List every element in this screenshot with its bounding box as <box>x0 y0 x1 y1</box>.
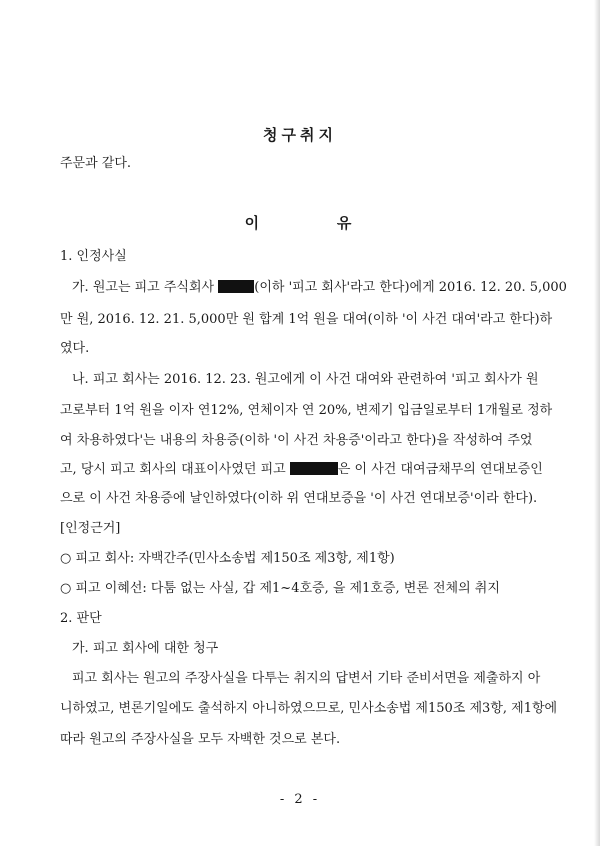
judgment-line2: 니하였고, 변론기일에도 출석하지 아니하였으므로, 민사소송법 제150조 제3항, 제1항에 <box>60 701 558 716</box>
subsection-ga-title: 가. 피고 회사에 대한 청구 <box>72 641 219 656</box>
para-ga-line1-a: 가. 원고는 피고 주식회사 <box>72 280 219 295</box>
para-na-line1: 나. 피고 회사는 2016. 12. 23. 원고에게 이 사건 대여와 관련하여 '피고 회사가 원 <box>72 372 539 387</box>
section1-title: 1. 인정사실 <box>60 249 127 264</box>
judgment-line3: 따라 원고의 주장사실을 모두 자백한 것으로 본다. <box>60 732 341 747</box>
basis-item-2: ○ 피고 이혜선: 다툼 없는 사실, 갑 제1~4호증, 을 제1호증, 변론 전체의 취지 <box>60 581 500 596</box>
para-na-line4-a: 고, 당시 피고 회사의 대표이사였던 피고 <box>60 462 290 477</box>
heading-reasons: 이 유 <box>244 214 356 232</box>
redaction-block <box>290 462 338 475</box>
judgment-line1: 피고 회사는 원고의 주장사실을 다투는 취지의 답변서 기타 준비서면을 제출하지 아 <box>72 671 541 686</box>
para-ga-line1-b: (이하 '피고 회사'라고 한다)에게 2016. 12. 20. 5,000 <box>254 280 567 295</box>
para-na-line2: 고로부터 1억 원을 이자 연12%, 연체이자 연 20%, 변제기 입금일로부터 1개월로 정하 <box>60 403 553 418</box>
page-number: - 2 - <box>279 792 321 807</box>
para-na-line5: 으로 이 사건 차용증에 날인하였다(이하 위 연대보증을 '이 사건 연대보증'이라 한다). <box>60 491 538 506</box>
redaction-block <box>218 280 254 293</box>
para-ga-line2: 만 원, 2016. 12. 21. 5,000만 원 합계 1억 원을 대여(이하 '이 사건 대여'라고 한다)하 <box>60 312 553 327</box>
para-na-line4 <box>60 461 550 479</box>
para-na-line3: 여 차용하였다'는 내용의 차용증(이하 '이 사건 차용증'이라고 한다)을 작성하여 주었 <box>60 433 533 448</box>
basis-title: [인정근거] <box>60 521 121 536</box>
para-ga-line1 <box>72 279 567 297</box>
section2-title: 2. 판단 <box>60 611 102 626</box>
basis-item-1: ○ 피고 회사: 자백간주(민사소송법 제150조 제3항, 제1항) <box>60 551 395 566</box>
claim-text: 주문과 같다. <box>60 156 132 171</box>
para-na-line4-b: 은 이 사건 대여금채무의 연대보증인 <box>337 462 543 477</box>
heading-claim: 청구취지 <box>263 126 337 144</box>
para-ga-line3: 였다. <box>60 341 90 356</box>
